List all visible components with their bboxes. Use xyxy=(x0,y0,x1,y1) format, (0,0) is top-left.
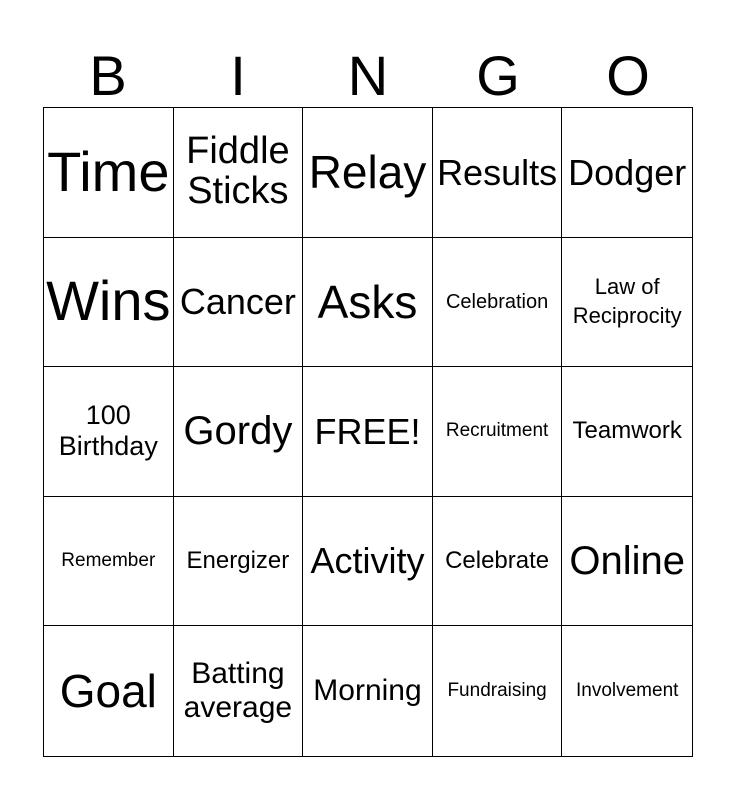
bingo-cell-label: Morning xyxy=(313,673,422,707)
bingo-cell-r1-c4[interactable] xyxy=(433,108,563,238)
bingo-cell-r2-c3[interactable] xyxy=(303,238,433,368)
bingo-cell-r2-c2[interactable] xyxy=(174,238,304,368)
bingo-cell-label: Celebration xyxy=(445,290,549,313)
bingo-cell-label: Activity xyxy=(310,540,425,582)
bingo-cell-label: Goal xyxy=(59,665,157,718)
bingo-cell-r5-c4[interactable] xyxy=(433,626,563,756)
bingo-cell-r4-c3[interactable] xyxy=(303,497,433,627)
bingo-cell-r3-c3[interactable] xyxy=(303,367,433,497)
bingo-cell-label: 100 Birthday xyxy=(58,400,158,462)
bingo-cell-label: Gordy xyxy=(183,409,293,454)
bingo-cell-label: Recruitment xyxy=(445,420,549,442)
bingo-cell-r4-c2[interactable] xyxy=(174,497,304,627)
bingo-cell-r1-c1[interactable] xyxy=(44,108,174,238)
bingo-cell-r5-c2[interactable] xyxy=(174,626,304,756)
bingo-header xyxy=(43,44,693,108)
bingo-cell-label: Wins xyxy=(46,269,171,333)
bingo-cell-label: Dodger xyxy=(568,151,687,193)
bingo-cell-r2-c1[interactable] xyxy=(44,238,174,368)
bingo-cell-label: FREE! xyxy=(314,410,421,452)
bingo-cell-r1-c5[interactable] xyxy=(562,108,692,238)
bingo-cell-label: Energizer xyxy=(186,546,290,574)
bingo-cell-label: Fundraising xyxy=(447,679,547,701)
bingo-cell-r1-c3[interactable] xyxy=(303,108,433,238)
header-letter-o: O xyxy=(606,44,650,107)
bingo-cell-label: Law of Reciprocity xyxy=(572,274,682,328)
bingo-cell-r5-c5[interactable] xyxy=(562,626,692,756)
bingo-cell-label: Remember xyxy=(61,549,156,571)
bingo-cell-r2-c4[interactable] xyxy=(433,238,563,368)
bingo-cell-label: Asks xyxy=(317,275,418,328)
bingo-cell-label: Batting average xyxy=(183,656,293,725)
bingo-cell-label: Celebrate xyxy=(445,546,550,574)
bingo-card-grid xyxy=(43,107,693,757)
bingo-cell-r3-c5[interactable] xyxy=(562,367,692,497)
bingo-cell-r3-c1[interactable] xyxy=(44,367,174,497)
bingo-cell-r4-c4[interactable] xyxy=(433,497,563,627)
bingo-cell-label: Involvement xyxy=(575,679,679,701)
bingo-cell-r3-c2[interactable] xyxy=(174,367,304,497)
bingo-cell-label: Online xyxy=(569,539,685,584)
bingo-cell-label: Cancer xyxy=(179,281,296,323)
header-letter-b: B xyxy=(89,44,127,107)
bingo-cell-r5-c3[interactable] xyxy=(303,626,433,756)
bingo-cell-label: Teamwork xyxy=(572,417,682,445)
bingo-cell-r2-c5[interactable] xyxy=(562,238,692,368)
header-letter-n: N xyxy=(347,44,389,107)
bingo-cell-label: Fiddle Sticks xyxy=(186,130,290,213)
header-letter-g: G xyxy=(476,44,520,107)
bingo-cell-r3-c4[interactable] xyxy=(433,367,563,497)
bingo-cell-label: Relay xyxy=(308,146,427,199)
bingo-cell-label: Time xyxy=(47,139,170,203)
header-letter-i: I xyxy=(230,44,246,107)
bingo-cell-label: Results xyxy=(437,151,558,193)
bingo-cell-r1-c2[interactable] xyxy=(174,108,304,238)
bingo-cell-r4-c1[interactable] xyxy=(44,497,174,627)
bingo-cell-r4-c5[interactable] xyxy=(562,497,692,627)
bingo-cell-r5-c1[interactable] xyxy=(44,626,174,756)
